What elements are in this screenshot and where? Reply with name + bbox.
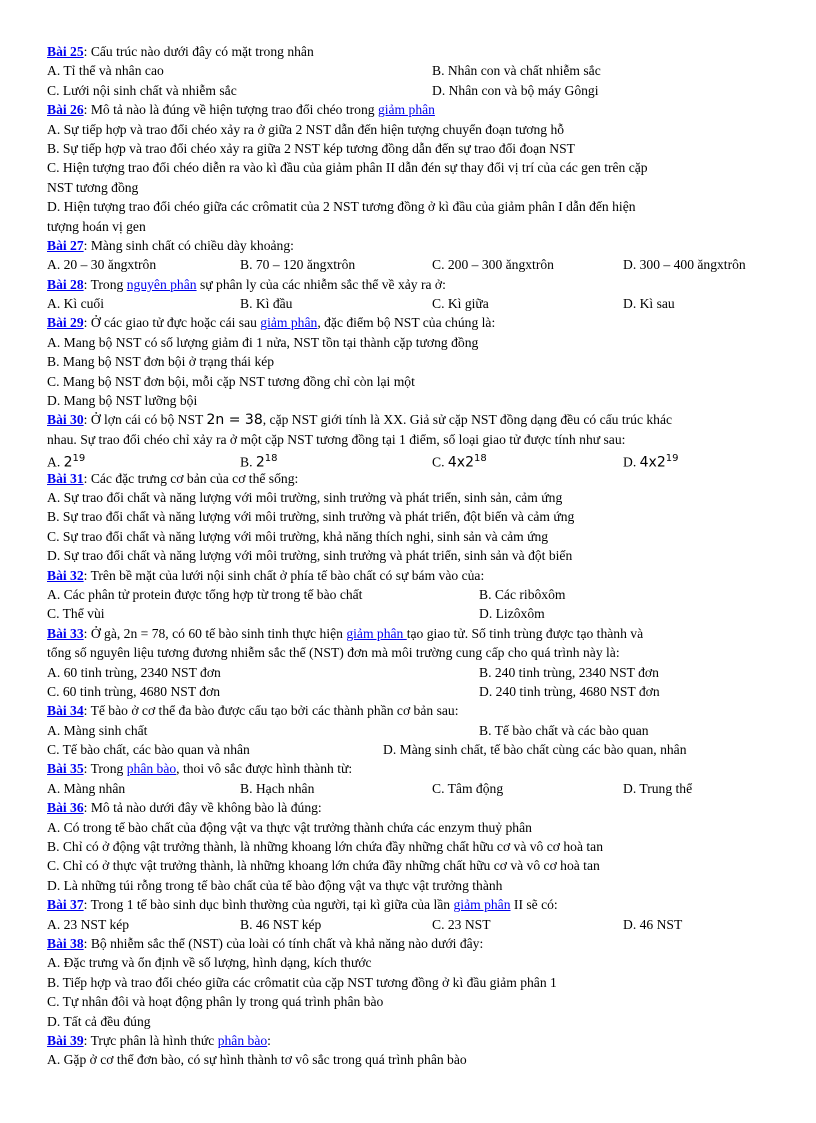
question-26-text: : Mô tả nào là đúng về hiện tượng trao đổi chéo trong <box>83 102 378 118</box>
question-37-text-2: II sẽ có: <box>510 897 558 913</box>
question-33-text-3: tổng số nguyên liệu tương đương nhiễm sắc thể (NST) đơn mà môi trường cung cấp cho quá trình này là: <box>47 645 620 661</box>
question-28-text-2: sự phân ly của các nhiễm sắc thể về xảy ra ở: <box>196 276 446 292</box>
question-33-text: : Ở gà, 2n = 78, có 60 tế bào sinh tinh thực hiện <box>83 625 347 641</box>
question-26-option-d: D. Hiện tượng trao đổi chéo giữa các crômatit của 2 NST tương đồng ở kì đầu của giảm phân I dẫn đến hiện <box>47 199 636 215</box>
question-33-text-2: tạo giao tử. Số tinh trùng được tạo thành và <box>406 625 644 641</box>
question-37 <box>47 895 779 914</box>
question-27-option-c: C. 200 – 300 ăngxtrôn <box>432 257 554 273</box>
question-29-link[interactable]: giảm phân <box>260 315 318 331</box>
question-29-option-d: D. Mang bộ NST lưỡng bội <box>47 393 198 409</box>
question-38 <box>47 934 779 953</box>
question-35-options <box>47 779 779 798</box>
question-28 <box>47 275 779 294</box>
question-25-option-c: C. Lưới nội sinh chất và nhiễm sắc <box>47 82 237 98</box>
question-33 <box>47 624 779 643</box>
question-33-options-row2 <box>47 682 779 701</box>
question-33-option-b: B. 240 tinh trùng, 2340 NST đơn <box>479 664 659 680</box>
question-30-formula: 2n = 38 <box>206 412 263 429</box>
question-34-option-b: B. Tế bào chất và các bào quan <box>479 722 649 738</box>
question-32-options-row2 <box>47 604 779 623</box>
question-34-option-a: A. Màng sinh chất <box>47 722 148 738</box>
option-d-exponent: 19 <box>665 453 679 465</box>
option-b-exponent: 18 <box>264 453 278 465</box>
question-32-options-row1 <box>47 585 779 604</box>
question-38-title[interactable]: Bài 38 <box>47 935 84 951</box>
question-34-title[interactable]: Bài 34 <box>47 703 84 719</box>
question-30-text: : Ở lợn cái có bộ NST <box>83 412 207 428</box>
question-38-option-d: D. Tất cả đều đúng <box>47 1013 151 1029</box>
question-27-option-b: B. 70 – 120 ăngxtrôn <box>240 257 356 273</box>
question-25-option-a: A. Tỉ thể và nhân cao <box>47 63 164 79</box>
question-26 <box>47 100 779 119</box>
question-26-option-d-cont: tượng hoán vị gen <box>47 218 146 234</box>
question-36-option-d: D. Là những túi rỗng trong tế bào chất của tế bào động vật va thực vật trưởng thành <box>47 877 503 893</box>
question-27-options <box>47 255 779 274</box>
question-39-text: : Trực phân là hình thức <box>83 1032 218 1048</box>
question-31-option-d: D. Sự trao đổi chất và năng lượng với môi trường, sinh trưởng và phát triển, sinh sản và đột biến <box>47 548 573 564</box>
question-36-text: : Mô tả nào dưới đây về không bào là đúng: <box>83 800 322 816</box>
question-34-option-c: C. Tế bào chất, các bào quan và nhân <box>47 742 250 758</box>
question-25-title[interactable]: Bài 25 <box>47 44 84 59</box>
question-32 <box>47 566 779 585</box>
question-28-option-c: C. Kì giữa <box>432 296 489 312</box>
question-31-option-c: C. Sự trao đổi chất và năng lượng với môi trường, khả năng thích nghi, sinh sản và cảm ứng <box>47 528 549 544</box>
question-31-option-a: A. Sự trao đổi chất và năng lượng với môi trường, sinh trưởng và phát triển, sinh sản, cảm ứng <box>47 489 563 505</box>
option-c-base: 4x2 <box>447 454 474 471</box>
option-c-label: C. <box>432 454 448 470</box>
question-28-option-b: B. Kì đầu <box>240 296 293 312</box>
question-32-option-b: B. Các ribôxôm <box>479 586 566 602</box>
question-28-option-a: A. Kì cuối <box>47 296 105 312</box>
question-28-title[interactable]: Bài 28 <box>47 276 84 292</box>
question-39-option-a: A. Gặp ở cơ thể đơn bào, có sự hình thành tơ vô sắc trong quá trình phân bào <box>47 1052 467 1068</box>
question-29-title[interactable]: Bài 29 <box>47 315 84 331</box>
question-38-text: : Bộ nhiễm sắc thể (NST) của loài có tính chất và khả năng nào dưới đây: <box>83 935 484 951</box>
option-a-base: 2 <box>63 454 73 471</box>
question-32-option-c: C. Thể vùi <box>47 606 105 622</box>
question-36-title[interactable]: Bài 36 <box>47 800 84 816</box>
question-32-option-d: D. Lizôxôm <box>479 606 545 622</box>
question-35-link[interactable]: phân bào <box>126 761 177 777</box>
question-26-link[interactable]: giảm phân <box>377 102 435 118</box>
question-36-option-a: A. Có trong tế bào chất của động vật va thực vật trưởng thành chứa các enzym thuỷ phân <box>47 819 532 835</box>
question-26-title[interactable]: Bài 26 <box>47 102 84 118</box>
question-35-text: : Trong <box>83 761 127 777</box>
question-34-options-row1 <box>47 721 779 740</box>
option-d-label: D. <box>623 454 640 470</box>
question-35-option-b: B. Hạch nhân <box>240 780 315 796</box>
option-d-base: 4x2 <box>639 454 666 471</box>
question-33-title[interactable]: Bài 33 <box>47 625 84 641</box>
question-33-link[interactable]: giảm phân <box>346 625 407 641</box>
question-35-option-c: C. Tâm động <box>432 780 504 796</box>
question-27-text: : Màng sinh chất có chiều dày khoảng: <box>83 237 294 253</box>
question-34 <box>47 701 779 720</box>
question-36 <box>47 798 779 817</box>
question-25-text: : Cấu trúc nào dưới đây có mặt trong nhân <box>83 44 314 59</box>
question-37-title[interactable]: Bài 37 <box>47 897 84 913</box>
question-32-option-a: A. Các phân tử protein được tổng hợp từ trong tế bào chất <box>47 586 363 602</box>
question-29-text-2: , đặc điểm bộ NST của chúng là: <box>317 315 496 331</box>
question-36-option-c: C. Chỉ có ở thực vật trưởng thành, là những khoang lớn chứa đầy những chất hữu cơ và vô cơ hoà tan <box>47 858 600 874</box>
question-39-link[interactable]: phân bào <box>217 1032 268 1048</box>
question-29-text: : Ở các giao tử đực hoặc cái sau <box>83 315 261 331</box>
question-28-options <box>47 294 779 313</box>
question-32-title[interactable]: Bài 32 <box>47 567 84 583</box>
question-30 <box>47 410 779 429</box>
question-30-title[interactable]: Bài 30 <box>47 412 84 428</box>
question-33-options-row1 <box>47 663 779 682</box>
question-34-options-row2 <box>47 740 779 759</box>
option-a-label: A. <box>47 454 64 470</box>
question-29-option-b: B. Mang bộ NST đơn bội ở trạng thái kép <box>47 354 275 370</box>
question-28-option-d: D. Kì sau <box>623 296 675 312</box>
question-37-option-d: D. 46 NST <box>623 916 683 932</box>
question-37-option-a: A. 23 NST kép <box>47 916 130 932</box>
question-35-text-2: , thoi vô sắc được hình thành từ: <box>176 761 353 777</box>
question-31 <box>47 469 779 488</box>
question-26-option-c: C. Hiện tượng trao đổi chéo diễn ra vào kì đầu của giảm phân II dẫn đén sự thay đổi vị trí của các gen trên cặp <box>47 160 648 176</box>
question-25-option-b: B. Nhân con và chất nhiễm sắc <box>432 63 601 79</box>
option-b-base: 2 <box>255 454 265 471</box>
question-33-option-d: D. 240 tinh trùng, 4680 NST đơn <box>479 683 660 699</box>
question-31-option-b: B. Sự trao đổi chất và năng lượng với môi trường, sinh trưởng và phát triển, đột biến và cảm ứng <box>47 509 575 525</box>
question-29-option-a: A. Mang bộ NST có số lượng giảm đi 1 nửa, NST tồn tại thành cặp tương đồng <box>47 334 479 350</box>
question-33-option-a: A. 60 tinh trùng, 2340 NST đơn <box>47 664 221 680</box>
question-27 <box>47 236 779 255</box>
option-a-exponent: 19 <box>72 453 86 465</box>
question-30-options <box>47 449 779 471</box>
question-34-text: : Tế bào ở cơ thể đa bào được cấu tạo bởi các thành phần cơ bản sau: <box>83 703 459 719</box>
question-27-option-a: A. 20 – 30 ăngxtrôn <box>47 257 157 273</box>
question-26-option-c-cont: NST tương đồng <box>47 179 139 195</box>
question-37-option-c: C. 23 NST <box>432 916 491 932</box>
question-31-title[interactable]: Bài 31 <box>47 470 84 486</box>
question-30-text-3: nhau. Sự trao đổi chéo chỉ xảy ra ở một cặp NST tương đồng tại 1 điểm, số loại giao tử được tính như sau: <box>47 431 626 447</box>
question-38-option-b: B. Tiếp hợp và trao đổi chéo giữa các crômatit của cặp NST tương đồng ở kì đầu giảm phân 1 <box>47 974 557 990</box>
question-31-text: : Các đặc trưng cơ bản của cơ thể sống: <box>83 470 299 486</box>
question-35-option-d: D. Trung thể <box>623 780 693 796</box>
question-37-options <box>47 915 779 934</box>
question-39-title[interactable]: Bài 39 <box>47 1032 84 1048</box>
question-32-text: : Trên bề mặt của lưới nội sinh chất ở phía tế bào chất có sự bám vào của: <box>83 567 485 583</box>
option-b-label: B. <box>240 454 256 470</box>
question-28-link[interactable]: nguyên phân <box>126 276 197 292</box>
question-33-option-c: C. 60 tinh trùng, 4680 NST đơn <box>47 683 221 699</box>
question-39-text-2: : <box>267 1032 271 1048</box>
question-30-text-2: , cặp NST giới tính là XX. Giả sử cặp NST đồng dạng đều có cấu trúc khác <box>262 412 673 428</box>
question-25-options-row2 <box>47 81 779 100</box>
question-25-options-row1 <box>47 61 779 80</box>
question-25 <box>47 42 779 61</box>
question-39 <box>47 1031 779 1050</box>
question-35-option-a: A. Màng nhân <box>47 780 126 796</box>
question-25-option-d: D. Nhân con và bộ máy Gôngi <box>432 82 599 98</box>
question-37-option-b: B. 46 NST kép <box>240 916 322 932</box>
question-27-title[interactable]: Bài 27 <box>47 237 84 253</box>
question-35-title[interactable]: Bài 35 <box>47 761 84 777</box>
question-28-text: : Trong <box>83 276 127 292</box>
option-c-exponent: 18 <box>473 453 487 465</box>
question-37-text: : Trong 1 tế bào sinh dục bình thường của người, tại kì giữa của lần <box>83 897 454 913</box>
question-27-option-d: D. 300 – 400 ăngxtrôn <box>623 257 746 273</box>
question-29 <box>47 313 779 332</box>
question-36-option-b: B. Chỉ có ở động vật trưởng thành, là những khoang lớn chứa đầy những chất hữu cơ và vô cơ hoà tan <box>47 839 604 855</box>
question-35 <box>47 759 779 778</box>
question-38-option-c: C. Tự nhân đôi và hoạt động phân ly trong quá trình phân bào <box>47 994 384 1010</box>
question-29-option-c: C. Mang bộ NST đơn bội, mỗi cặp NST tương đồng chỉ còn lại một <box>47 373 415 389</box>
question-26-option-a: A. Sự tiếp hợp và trao đổi chéo xảy ra ở giữa 2 NST dẫn đến hiện tượng chuyển đoạn tương hỗ <box>47 121 565 137</box>
question-26-option-b: B. Sự tiếp hợp và trao đổi chéo xảy ra giữa 2 NST kép tương đồng dẫn đến sự trao đổi đoạn NST <box>47 140 575 156</box>
question-38-option-a: A. Đặc trưng và ổn định về số lượng, hình dạng, kích thước <box>47 955 372 971</box>
document-body <box>47 42 779 1070</box>
question-37-link[interactable]: giảm phân <box>453 897 511 913</box>
question-34-option-d: D. Màng sinh chất, tế bào chất cùng các bào quan, nhân <box>383 742 687 758</box>
